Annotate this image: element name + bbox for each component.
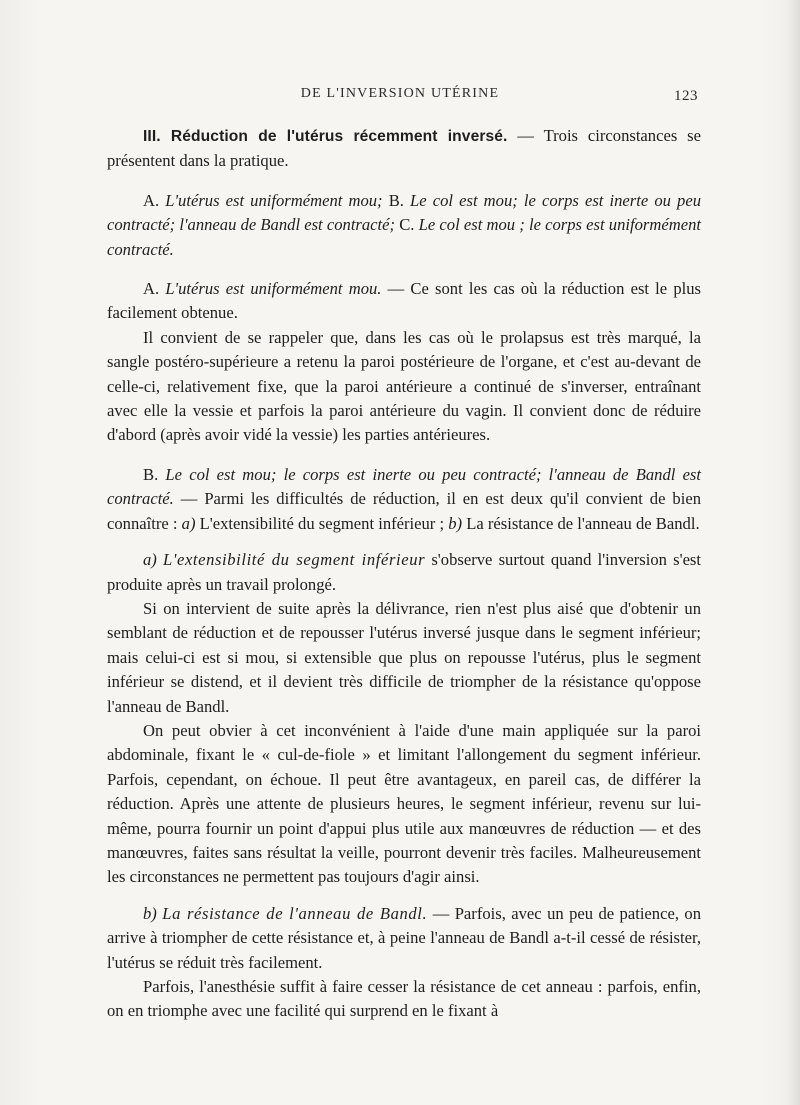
section-intro-text: — Trois circonstances se présentent dans la pratique.	[107, 126, 701, 171]
case-b-item-b-text: La résistance de l'anneau de Bandl.	[466, 513, 700, 533]
sub-a-lead: s'observe surtout quand l'inversion s'est produite après un travail prolongé.	[107, 550, 701, 594]
body-text	[107, 124, 701, 1024]
sub-b-label: b)	[143, 903, 157, 923]
page-number: 123	[674, 88, 698, 104]
case-b-item-a-label: a)	[181, 513, 196, 533]
sub-b-intro	[107, 902, 701, 975]
section-number: III.	[143, 128, 161, 145]
case-a-heading: L'utérus est uniformément mou.	[165, 279, 382, 299]
case-b-intro	[107, 463, 701, 536]
sub-a-paragraph-1: Si on intervient de suite après la délivrance, rien n'est plus aisé que d'obtenir un semblant de réduction et de repousser l'utérus inversé jusque dans le segment inférieur; mais celui-ci est si mou, si extensible que plus on repousse l'utérus, plus le segment inférieur se distend, et il devient très difficile de triompher de la résistance qu'oppose l'anneau de Bandl.	[107, 598, 701, 716]
sub-b-lead: — Parfois, avec un peu de patience, on arrive à triompher de cette résistance et, à peine l'anneau de Bandl a-t-il cessé de résister, l'utérus se réduit très facilement.	[107, 903, 701, 972]
case-a-text: L'utérus est uniformément mou;	[165, 190, 383, 210]
case-b-lead: — Parmi les difficultés de réduction, il en est deux qu'il convient de bien connaître :	[107, 489, 701, 533]
sub-b-paragraph-1: Parfois, l'anesthésie suffit à faire cesser la résistance de cet anneau : parfois, enfin, on en triomphe avec une facilité qui surprend en le fixant à	[107, 977, 701, 1021]
sub-a-paragraph-2: On peut obvier à cet inconvénient à l'aide d'une main appliquée sur la paroi abdominale, fixant le « cul-de-fiole » et limitant l'allongement du segment inférieur. Parfois, cependant, on échoue. Il peut être avantageux, en pareil cas, de différer la réduction. Après une attente de plusieurs heures, le segment inférieur, revenu sur lui-même, pourra fournir un point d'appui plus utile aux manœuvres de réduction — et des manœuvres, faites sans résultat la veille, pourront devenir très faciles. Malheureusement les circonstances ne permettent pas toujours d'agir ainsi.	[107, 720, 701, 887]
case-a-heading-label: A.	[143, 279, 160, 299]
sub-a-intro	[107, 548, 701, 597]
cases-summary	[107, 189, 701, 262]
case-b-heading-label: B.	[143, 464, 159, 484]
sub-a-label: a)	[143, 550, 157, 570]
case-a-lead: — Ce sont les cas où la réduction est le plus facilement obtenue.	[107, 279, 701, 323]
case-b-item-a-text: L'extensibilité du segment inférieur ;	[199, 513, 445, 533]
section-title: Réduction de l'utérus récemment inversé.	[170, 128, 508, 145]
section-intro	[107, 124, 701, 174]
case-b-item-b-label: b)	[448, 513, 463, 533]
case-c-label: C.	[399, 215, 415, 235]
running-title: DE L'INVERSION UTÉRINE	[300, 86, 500, 101]
case-b-label: B.	[388, 190, 404, 210]
case-a-label: A.	[143, 190, 160, 210]
case-a-paragraph: Il convient de se rappeler que, dans les cas où le prolapsus est très marqué, la sangle postéro-supérieure a retenu la paroi postérieure de l'organe, et c'est au-devant de celle-ci, relativement fixe, que la paroi antérieure a continué de s'inverser, entraînant avec elle la vessie et parfois la paroi antérieure du vagin. Il convient donc de réduire d'abord (après avoir vidé la vessie) les parties antérieures.	[107, 327, 701, 445]
page-edge-shadow	[786, 0, 800, 1105]
sub-b-heading: La résistance de l'anneau de Bandl.	[162, 903, 428, 923]
case-a-intro	[107, 277, 701, 326]
case-c-text: Le col est mou ; le corps est uniformément contracté.	[107, 215, 701, 259]
case-b-heading: Le col est mou; le corps est inerte ou peu contracté; l'anneau de Bandl est contracté.	[107, 464, 701, 509]
sub-a-heading: L'extensibilité du segment inférieur	[163, 550, 426, 570]
case-b-text: Le col est mou; le corps est inerte ou peu contracté; l'anneau de Bandl est contracté;	[107, 190, 702, 235]
section-heading	[143, 128, 508, 145]
